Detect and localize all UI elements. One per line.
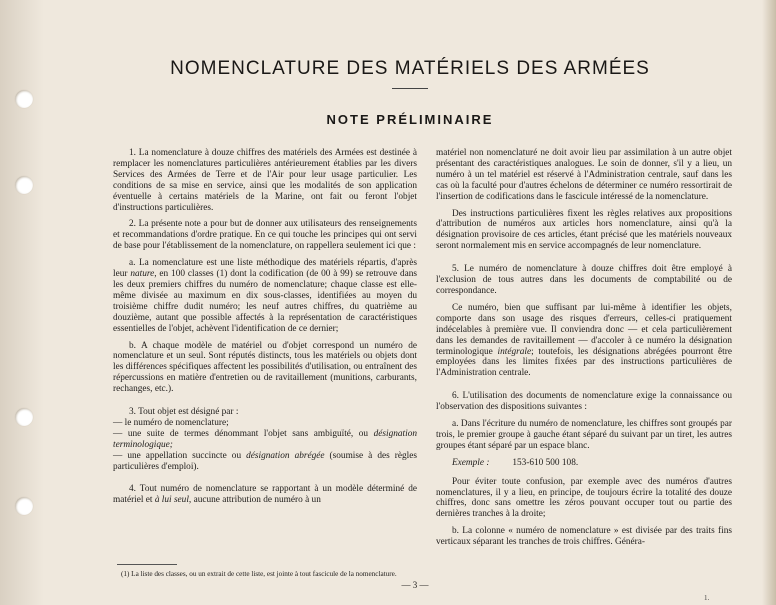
paragraph-1: 1. La nomenclature à douze chiffres des matériels des Armées est destinée à remplacer les nomenclatures particulières antérieurement établies par les divers Services des Armées de Terre et de l'Air pour leur usage particulier. Les conditions de sa mise en service, ainsi que les modalités de son application éventuelle à certains matériels de la Marine, ont fait ou feront l'objet d'instructions particulières. (113, 148, 417, 213)
page-number: — 3 — (401, 580, 429, 590)
list-item: — le numéro de nomenclature; (113, 417, 229, 428)
paragraph-2a: a. La nomenclature est une liste méthodique des matériels répartis, d'après leur nature, en 100 classes (1) dont la codification (de 00 à 99) se retrouve dans les deux premiers chiffres du numéro de nomenclature; chaque classe est elle-même divisée au maximum en dix sous-classes, identifiées au moyen du troisième chiffre dudit numéro; les neuf autres chiffres, du quatrième au douzième, autant que possible affectés à la représentation de caractéristiques essentielles de l'objet, achèvent l'identification de ce dernier; (113, 258, 417, 334)
example-line (436, 458, 732, 469)
paragraph-6a: a. Dans l'écriture du numéro de nomenclature, les chiffres sont groupés par trois, le premier groupe à gauche étant séparé du suivant par un tiret, les autres groupes étant séparé par un espace blanc. (436, 419, 732, 451)
list-item: — une appellation succincte ou désignation abrégée (soumise à des règles particulières d'emploi). (113, 450, 417, 472)
paragraph-5-detail: Ce numéro, bien que suffisant par lui-même à identifier les objets, comporte dans son usage des risques d'erreurs, celles-ci pratiquement indécelables à première vue. Il conviendra donc — et cela particulièrement dans les demandes de ravitaillement — d'accoler à ce numéro la désignation terminologique intégrale; toutefois, les désignations abrégées pourront être employées dans les limites fixées par des instructions particulières de l'Administration centrale. (436, 302, 732, 379)
punch-hole (15, 408, 33, 426)
paragraph-5: 5. Le numéro de nomenclature à douze chiffres doit être employé à l'exclusion de tous autres dans les documents de comptabilité ou de correspondance. (436, 264, 732, 296)
paragraph-2b: b. A chaque modèle de matériel ou d'objet correspond un numéro de nomenclature et un seul. Sont réputés distincts, tous les matériels ou objets dont les différences spécifiques affectent les possibilités d'utilisation, ou entraînent des répercussions en matière d'entretien ou de ravitaillement (munitions, carburants, rechanges, etc.). (113, 340, 417, 395)
designation-list (113, 418, 417, 473)
example-label: Exemple : (452, 457, 490, 468)
right-column (436, 148, 732, 554)
paragraph-6a-continued: Pour éviter toute confusion, par exemple avec des numéros d'autres nomenclatures, il y a lieu, en principe, de toujours écrire la totalité des douze chiffres, donc sans omettre les zéros pouvant occuper tout ou partie des dernières tranches à la droite; (436, 476, 732, 520)
corner-mark: 1. (704, 594, 710, 602)
paragraph-4-instructions: Des instructions particulières fixent les règles relatives aux propositions d'attribution de numéros aux articles hors nomenclature, ainsi qu'à la désignation provisoire de ces articles, étant précisé que les matériels nouveaux seront normalement mis en service accompagnés de leur nomenclature. (436, 208, 732, 252)
paragraph-2: 2. La présente note a pour but de donner aux utilisateurs des renseignements et recommandations d'ordre pratique. En ce qui touche les principes qui ont servi de base pour l'établissement de la nomenclature, on rappellera seulement ici que : (113, 219, 417, 252)
section-heading: NOTE PRÉLIMINAIRE (326, 112, 494, 127)
punch-hole (15, 176, 33, 194)
page-right-shadow (762, 0, 776, 605)
paragraph-6: 6. L'utilisation des documents de nomenclature exige la connaissance ou l'observation des dispositions suivantes : (436, 391, 732, 413)
punch-hole (15, 90, 33, 108)
paragraph-6b: b. La colonne « numéro de nomenclature » est divisée par des traits fins verticaux séparant les tranches de trois chiffres. Généra- (436, 526, 732, 548)
list-item: — une suite de termes dénommant l'objet sans ambiguïté, ou désignation terminologique; (113, 428, 417, 450)
footnote-divider (117, 564, 177, 565)
paragraph-3: 3. Tout objet est désigné par : (129, 407, 239, 418)
title-divider (392, 88, 428, 89)
paragraph-4-continued: matériel non nomenclaturé ne doit avoir lieu par assimilation à un autre objet présentant des caractéristiques analogues. Le soin de donner, s'il y a lieu, un numéro à un tel matériel est réservé à l'Administration centrale, sauf dans les cas où la faculté pour d'autres échelons de déterminer ce numéro ressortirait de l'insertion de codifications dans le fascicule intéressé de la nomenclature. (436, 148, 732, 202)
footnote: (1) La liste des classes, ou un extrait de cette liste, est jointe à tout fascicule de la nomenclature. (121, 570, 397, 578)
document-title: NOMENCLATURE DES MATÉRIELS DES ARMÉES (170, 58, 650, 79)
left-column (113, 148, 417, 512)
example-number: 153-610 500 108. (512, 457, 579, 468)
punch-hole (15, 497, 33, 515)
paragraph-4: 4. Tout numéro de nomenclature se rapportant à un modèle déterminé de matériel et à lui seul, aucune attribution de numéro à un (113, 484, 417, 506)
